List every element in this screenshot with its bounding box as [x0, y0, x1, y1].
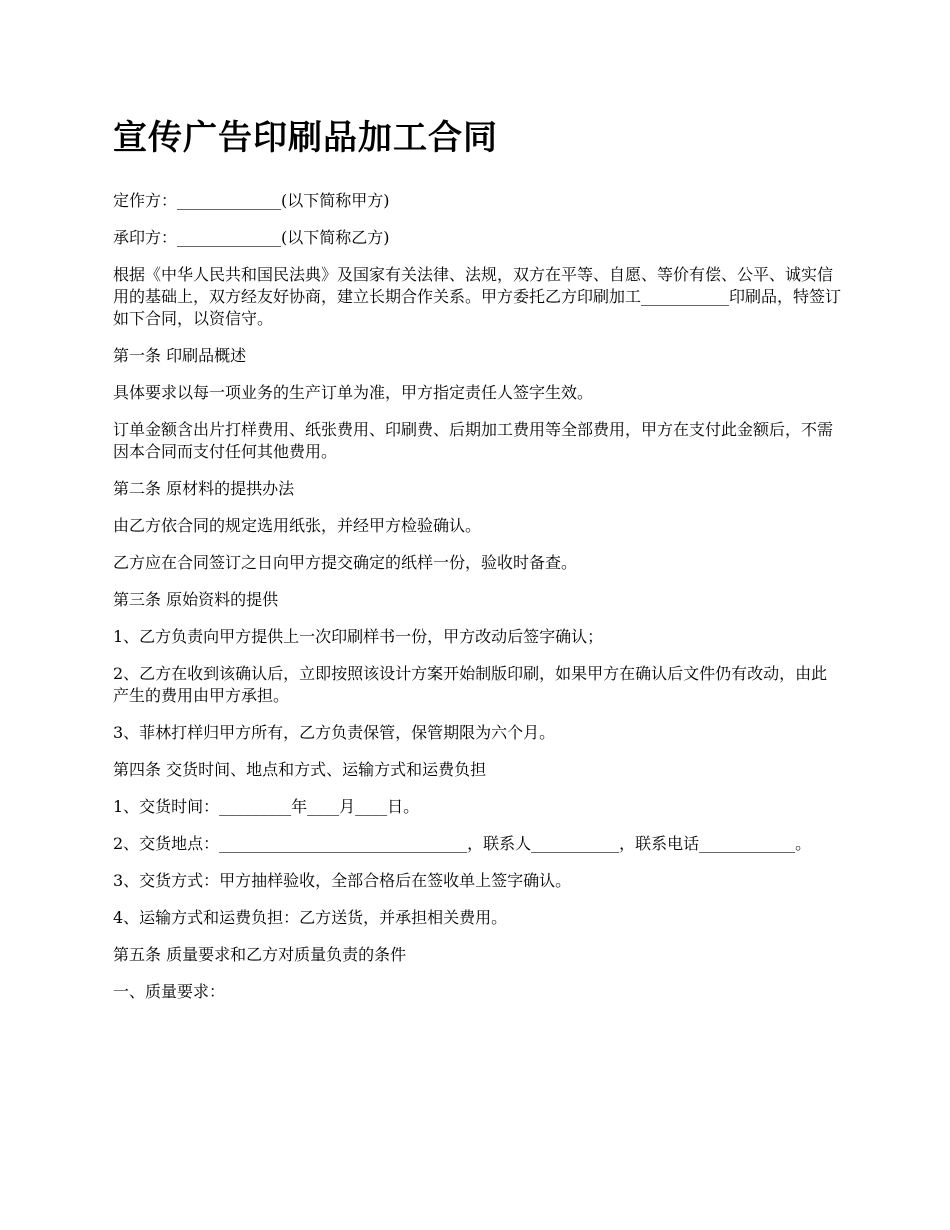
article-3-item-1: 1、乙方负责向甲方提供上一次印刷样书一份，甲方改动后签字确认；: [113, 627, 604, 646]
article-3-heading: 第三条 原始资料的提供: [113, 590, 279, 609]
party-a-line: 定作方：_____________(以下简称甲方): [113, 191, 390, 210]
preamble-paragraph: 根据《中华人民共和国民法典》及国家有关法律、法规，双方在平等、自愿、等价有偿、公平、诚实信用的基础上，双方经友好协商，建立长期合作关系。甲方委托乙方印刷加工___________印刷品，特签订如下合同，以资信守。: [113, 265, 842, 328]
article-1-paragraph-1: 具体要求以每一项业务的生产订单为准，甲方指定责任人签字生效。: [113, 383, 594, 402]
article-1-heading: 第一条 印刷品概述: [113, 346, 247, 365]
party-b-line: 承印方：_____________(以下简称乙方): [113, 228, 390, 247]
article-4-item-3: 3、交货方式：甲方抽样验收，全部合格后在签收单上签字确认。: [113, 871, 572, 890]
article-4-heading: 第四条 交货时间、地点和方式、运输方式和运费负担: [113, 760, 487, 779]
article-4-item-2: 2、交货地点：_______________________________，联系人___________，联系电话____________。: [113, 834, 812, 853]
article-4-item-4: 4、运输方式和运费负担：乙方送货，并承担相关费用。: [113, 908, 508, 927]
article-5-heading: 第五条 质量要求和乙方对质量负责的条件: [113, 945, 407, 964]
article-5-subheading-1: 一、质量要求：: [113, 982, 226, 1001]
article-3-item-2: 2、乙方在收到该确认后，立即按照该设计方案开始制版印刷，如果甲方在确认后文件仍有改动，由此产生的费用由甲方承担。: [113, 664, 828, 705]
document-title: 宣传广告印刷品加工合同: [113, 118, 498, 158]
article-2-heading: 第二条 原材料的提拱办法: [113, 479, 295, 498]
article-1-paragraph-2: 订单金额含出片打样费用、纸张费用、印刷费、后期加工费用等全部费用，甲方在支付此金额后，不需因本合同而支付任何其他费用。: [113, 420, 834, 461]
article-4-item-1: 1、交货时间：_________年____月____日。: [113, 797, 420, 816]
article-2-paragraph-1: 由乙方依合同的规定选用纸张，并经甲方检验确认。: [113, 516, 482, 535]
article-2-paragraph-2: 乙方应在合同签订之日向甲方提交确定的纸样一份，验收时备查。: [113, 553, 578, 572]
document-page: [113, 110, 843, 1018]
article-3-item-3: 3、菲林打样归甲方所有，乙方负责保管，保管期限为六个月。: [113, 723, 556, 742]
